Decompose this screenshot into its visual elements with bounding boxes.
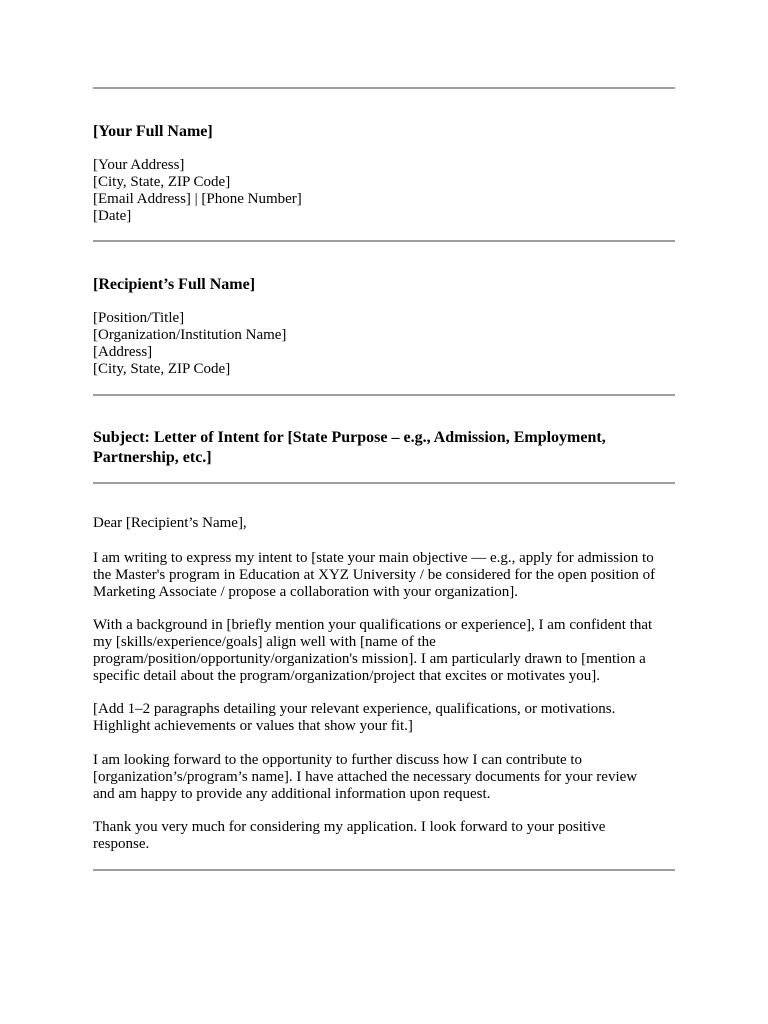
subject-line-1: Subject: Letter of Intent for [State Purpose – e.g., Admission, Employment, bbox=[93, 429, 606, 446]
divider-after-sender bbox=[93, 240, 675, 242]
body-paragraph-1 bbox=[93, 550, 675, 601]
sender-contact-block bbox=[93, 157, 675, 225]
body-paragraph-3 bbox=[93, 701, 675, 735]
paragraph-line: response. bbox=[93, 836, 150, 852]
paragraph-line: I am writing to express my intent to [state your main objective — e.g., apply for admission to bbox=[93, 550, 654, 566]
recipient-position: [Position/Title] bbox=[93, 310, 185, 326]
subject-heading bbox=[93, 428, 675, 468]
paragraph-line: program/position/opportunity/organization's mission]. I am particularly drawn to [mention a bbox=[93, 651, 646, 667]
paragraph-line: Marketing Associate / propose a collaboration with your organization]. bbox=[93, 584, 519, 600]
recipient-address: [Address] bbox=[93, 344, 153, 360]
recipient-organization: [Organization/Institution Name] bbox=[93, 327, 287, 343]
paragraph-line: and am happy to provide any additional information upon request. bbox=[93, 786, 491, 802]
subject-line-2: Partnership, etc.] bbox=[93, 449, 212, 466]
paragraph-line: specific detail about the program/organization/project that excites or motivates you]. bbox=[93, 668, 601, 684]
paragraph-line: the Master's program in Education at XYZ University / be considered for the open position of bbox=[93, 567, 656, 583]
sender-date: [Date] bbox=[93, 208, 132, 224]
recipient-city-state-zip: [City, State, ZIP Code] bbox=[93, 361, 231, 377]
paragraph-line: Thank you very much for considering my application. I look forward to your positive bbox=[93, 819, 606, 835]
salutation: Dear [Recipient’s Name], bbox=[93, 515, 247, 531]
body-paragraph-4 bbox=[93, 752, 675, 803]
divider-after-recipient bbox=[93, 394, 675, 396]
paragraph-line: [Add 1–2 paragraphs detailing your relevant experience, qualifications, or motivations. bbox=[93, 701, 616, 717]
paragraph-line: my [skills/experience/goals] align well with [name of the bbox=[93, 634, 436, 650]
sender-email-phone: [Email Address] | [Phone Number] bbox=[93, 191, 302, 207]
paragraph-line: [organization’s/program’s name]. I have attached the necessary documents for your review bbox=[93, 769, 638, 785]
body-paragraph-2 bbox=[93, 617, 675, 685]
paragraph-line: I am looking forward to the opportunity to further discuss how I can contribute to bbox=[93, 752, 583, 768]
body-paragraph-5 bbox=[93, 819, 675, 853]
divider-top bbox=[93, 87, 675, 89]
recipient-name: [Recipient’s Full Name] bbox=[93, 276, 256, 293]
sender-city-state-zip: [City, State, ZIP Code] bbox=[93, 174, 231, 190]
paragraph-line: Highlight achievements or values that show your fit.] bbox=[93, 718, 413, 734]
divider-after-subject bbox=[93, 482, 675, 484]
sender-address: [Your Address] bbox=[93, 157, 185, 173]
sender-name: [Your Full Name] bbox=[93, 123, 213, 140]
paragraph-line: With a background in [briefly mention your qualifications or experience], I am confident that bbox=[93, 617, 653, 633]
divider-bottom bbox=[93, 869, 675, 871]
recipient-contact-block bbox=[93, 310, 675, 378]
